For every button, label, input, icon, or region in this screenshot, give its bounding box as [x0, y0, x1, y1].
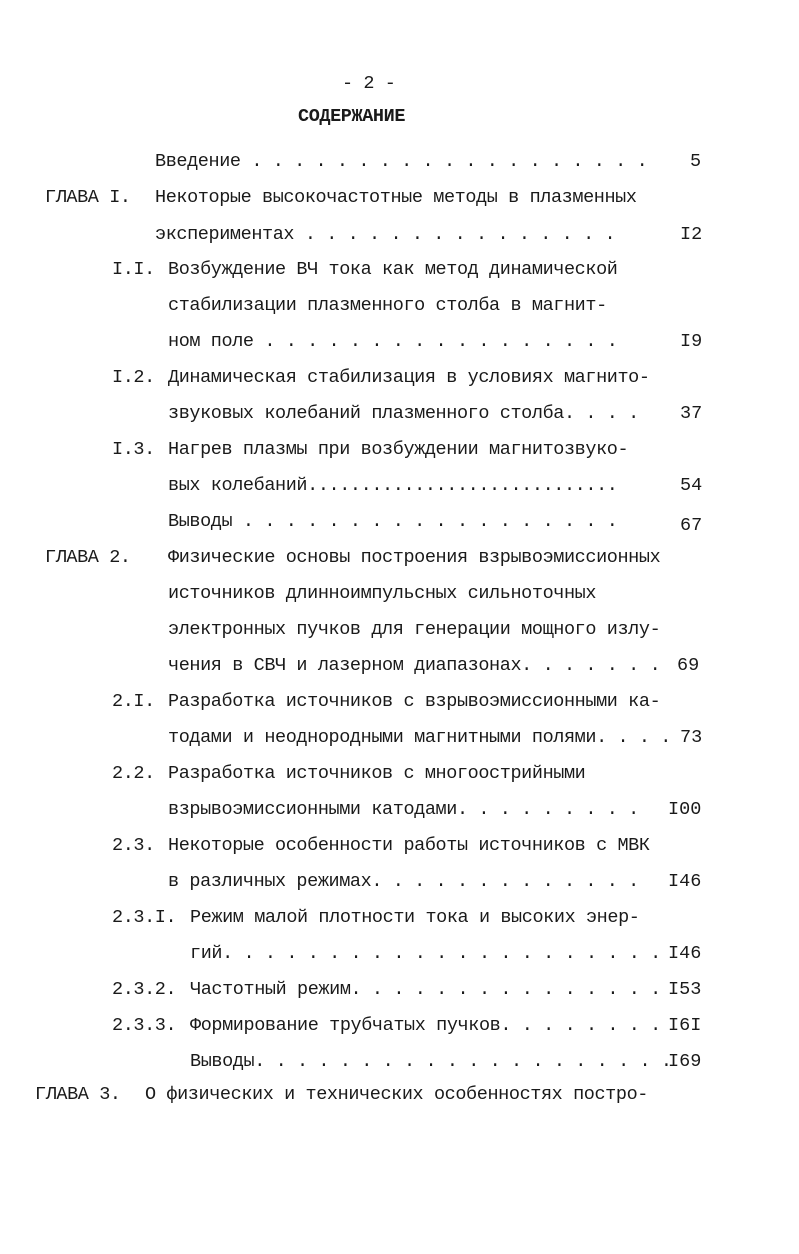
toc-text: звуковых колебаний плазменного столба. . . .: [168, 403, 639, 424]
toc-label: ГЛАВА I.: [45, 187, 131, 208]
toc-text: Разработка источников с взрывоэмиссионными ка-: [168, 691, 661, 712]
toc-page: 5: [690, 151, 702, 172]
toc-text: источников длинноимпульсных сильноточных: [168, 583, 597, 604]
toc-page: I69: [668, 1051, 702, 1072]
toc-text: Выводы. . . . . . . . . . . . . . . . . . . .: [190, 1051, 672, 1072]
toc-label: 2.3.I.: [112, 907, 177, 928]
toc-text: Некоторые высокочастотные методы в плазменных: [155, 187, 637, 208]
toc-text: Формирование трубчатых пучков. . . . . . . .: [190, 1015, 661, 1036]
toc-label: 2.2.: [112, 763, 155, 784]
toc-text: Выводы . . . . . . . . . . . . . . . . . .: [168, 511, 618, 532]
page-title: СОДЕРЖАНИЕ: [298, 106, 406, 127]
toc-page: I9: [680, 331, 703, 352]
toc-label: 2.3.2.: [112, 979, 177, 1000]
toc-label: 2.3.: [112, 835, 155, 856]
toc-page: I2: [680, 224, 703, 245]
toc-label: 2.I.: [112, 691, 155, 712]
toc-text: Разработка источников с многоострийными: [168, 763, 586, 784]
toc-page: I46: [668, 943, 702, 964]
toc-text: стабилизации плазменного столба в магнит-: [168, 295, 607, 316]
toc-text: Физические основы построения взрывоэмиссионных: [168, 547, 661, 568]
toc-label: ГЛАВА 3.: [35, 1084, 121, 1105]
toc-label: ГЛАВА 2.: [45, 547, 131, 568]
toc-page: I53: [668, 979, 702, 1000]
toc-text: ном поле . . . . . . . . . . . . . . . . .: [168, 331, 618, 352]
toc-text: Динамическая стабилизация в условиях магнито-: [168, 367, 650, 388]
toc-text: Введение . . . . . . . . . . . . . . . . . . .: [155, 151, 648, 172]
toc-label: 2.3.3.: [112, 1015, 177, 1036]
toc-text: экспериментах . . . . . . . . . . . . . . .: [155, 224, 616, 245]
toc-page: 37: [680, 403, 703, 424]
toc-page: 73: [680, 727, 703, 748]
toc-text: гий. . . . . . . . . . . . . . . . . . . . .: [190, 943, 661, 964]
toc-text: чения в СВЧ и лазерном диапазонах. . . . . . .: [168, 655, 661, 676]
toc-text: Частотный режим. . . . . . . . . . . . . . .: [190, 979, 661, 1000]
page-number: - 2 -: [342, 73, 396, 94]
toc-label: I.I.: [112, 259, 155, 280]
toc-text: Нагрев плазмы при возбуждении магнитозвуко-: [168, 439, 629, 460]
toc-page: 54: [680, 475, 703, 496]
toc-page: 67: [680, 515, 703, 536]
toc-text: в различных режимах. . . . . . . . . . . . .: [168, 871, 639, 892]
toc-page: I6I: [668, 1015, 702, 1036]
toc-text: электронных пучков для генерации мощного излу-: [168, 619, 661, 640]
toc-page: I46: [668, 871, 702, 892]
toc-text: Режим малой плотности тока и высоких энер-: [190, 907, 640, 928]
toc-text: Возбуждение ВЧ тока как метод динамической: [168, 259, 618, 280]
toc-page: I00: [668, 799, 702, 820]
toc-page: 69: [677, 655, 700, 676]
toc-text: тодами и неоднородными магнитными полями. . . .: [168, 727, 671, 748]
toc-text: Некоторые особенности работы источников с МВК: [168, 835, 650, 856]
toc-text: вых колебаний.............................: [168, 475, 618, 496]
toc-text: О физических и технических особенностях постро-: [145, 1084, 648, 1105]
toc-text: взрывоэмиссионными катодами. . . . . . . . .: [168, 799, 639, 820]
toc-label: I.3.: [112, 439, 155, 460]
toc-label: I.2.: [112, 367, 155, 388]
